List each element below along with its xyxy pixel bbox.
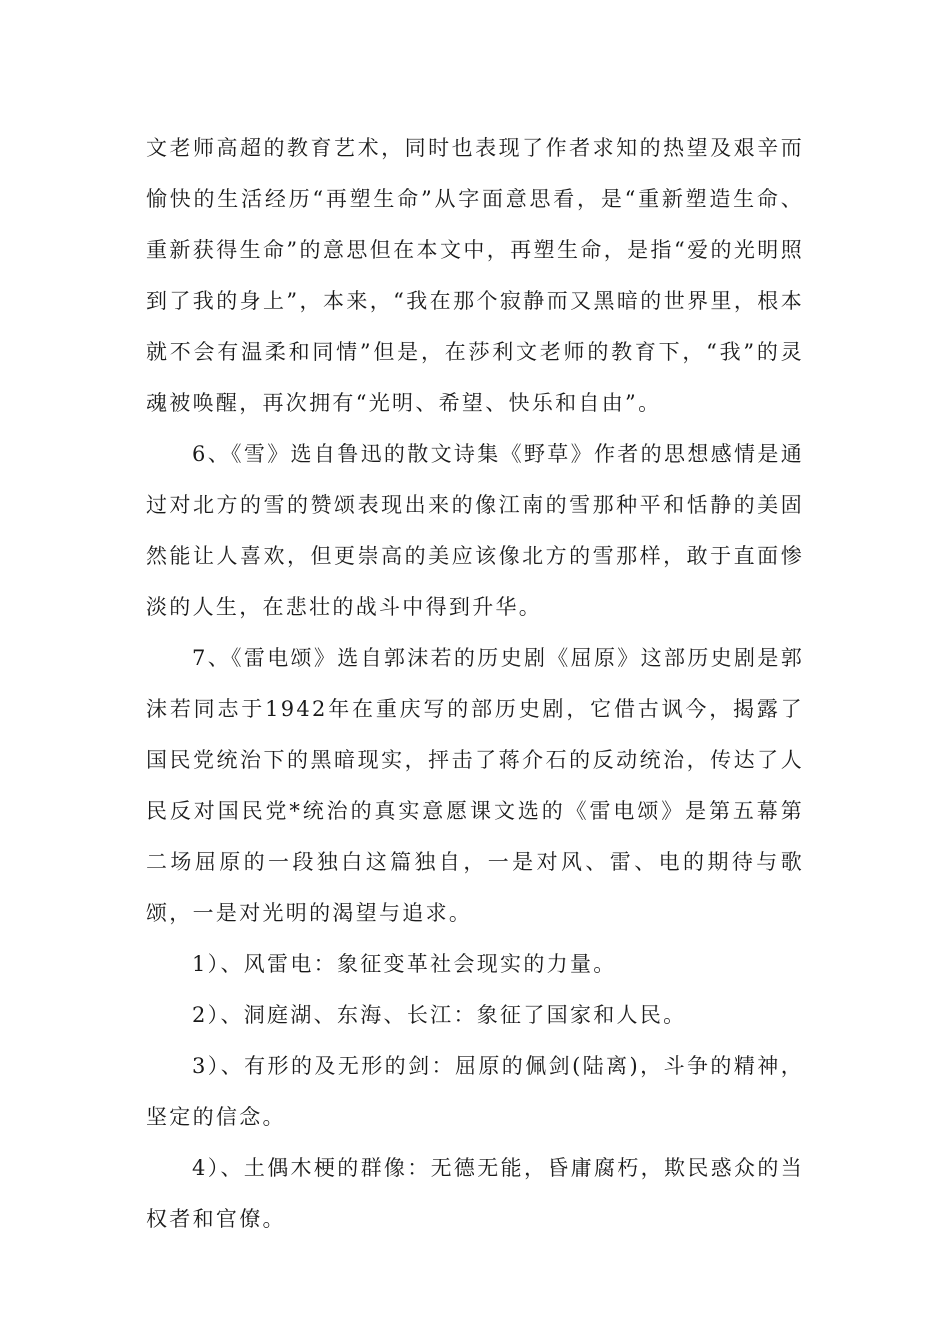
paragraph-subitem-1: 1）、风雷电：象征变革社会现实的力量。 (192, 952, 617, 976)
paragraph-subitem-3: 3）、有形的及无形的剑：屈原的佩剑(陆离)，斗争的精神，坚定的信念。 (146, 1054, 804, 1129)
paragraph-continuation: 文老师高超的教育艺术，同时也表现了作者求知的热望及艰辛而愉快的生活经历“再塑生命”从字面意思看，是“重新塑造生命、重新获得生命”的意思但在本文中，再塑生命，是指“爱的光明照到了我的身上”，本来，“我在那个寂静而又黑暗的世界里，根本就不会有温柔和同情”但是，在莎利文老师的教育下，“我”的灵魂被唤醒，再次拥有“光明、希望、快乐和自由”。 (146, 136, 804, 415)
paragraph-subitem-4: 4）、土偶木梗的群像：无德无能，昏庸腐朽，欺民惑众的当权者和官僚。 (146, 1156, 804, 1231)
paragraph-item-6: 6、《雪》选自鲁迅的散文诗集《野草》作者的思想感情是通过对北方的雪的赞颂表现出来的像江南的雪那种平和恬静的美固然能让人喜欢，但更崇高的美应该像北方的雪那样，敢于直面惨淡的人生，在悲壮的战斗中得到升华。 (146, 442, 804, 619)
paragraph-item-7: 7、《雷电颂》选自郭沫若的历史剧《屈原》这部历史剧是郭沫若同志于1942年在重庆写的部历史剧，它借古讽今，揭露了国民党统治下的黑暗现实，抨击了蒋介石的反动统治，传达了人民反对国民党*统治的真实意愿课文选的《雷电颂》是第五幕第二场屈原的一段独白这篇独自，一是对风、雷、电的期待与歌颂，一是对光明的渴望与追求。 (146, 646, 804, 925)
paragraph-subitem-2: 2）、洞庭湖、东海、长江：象征了国家和人民。 (192, 1003, 687, 1027)
